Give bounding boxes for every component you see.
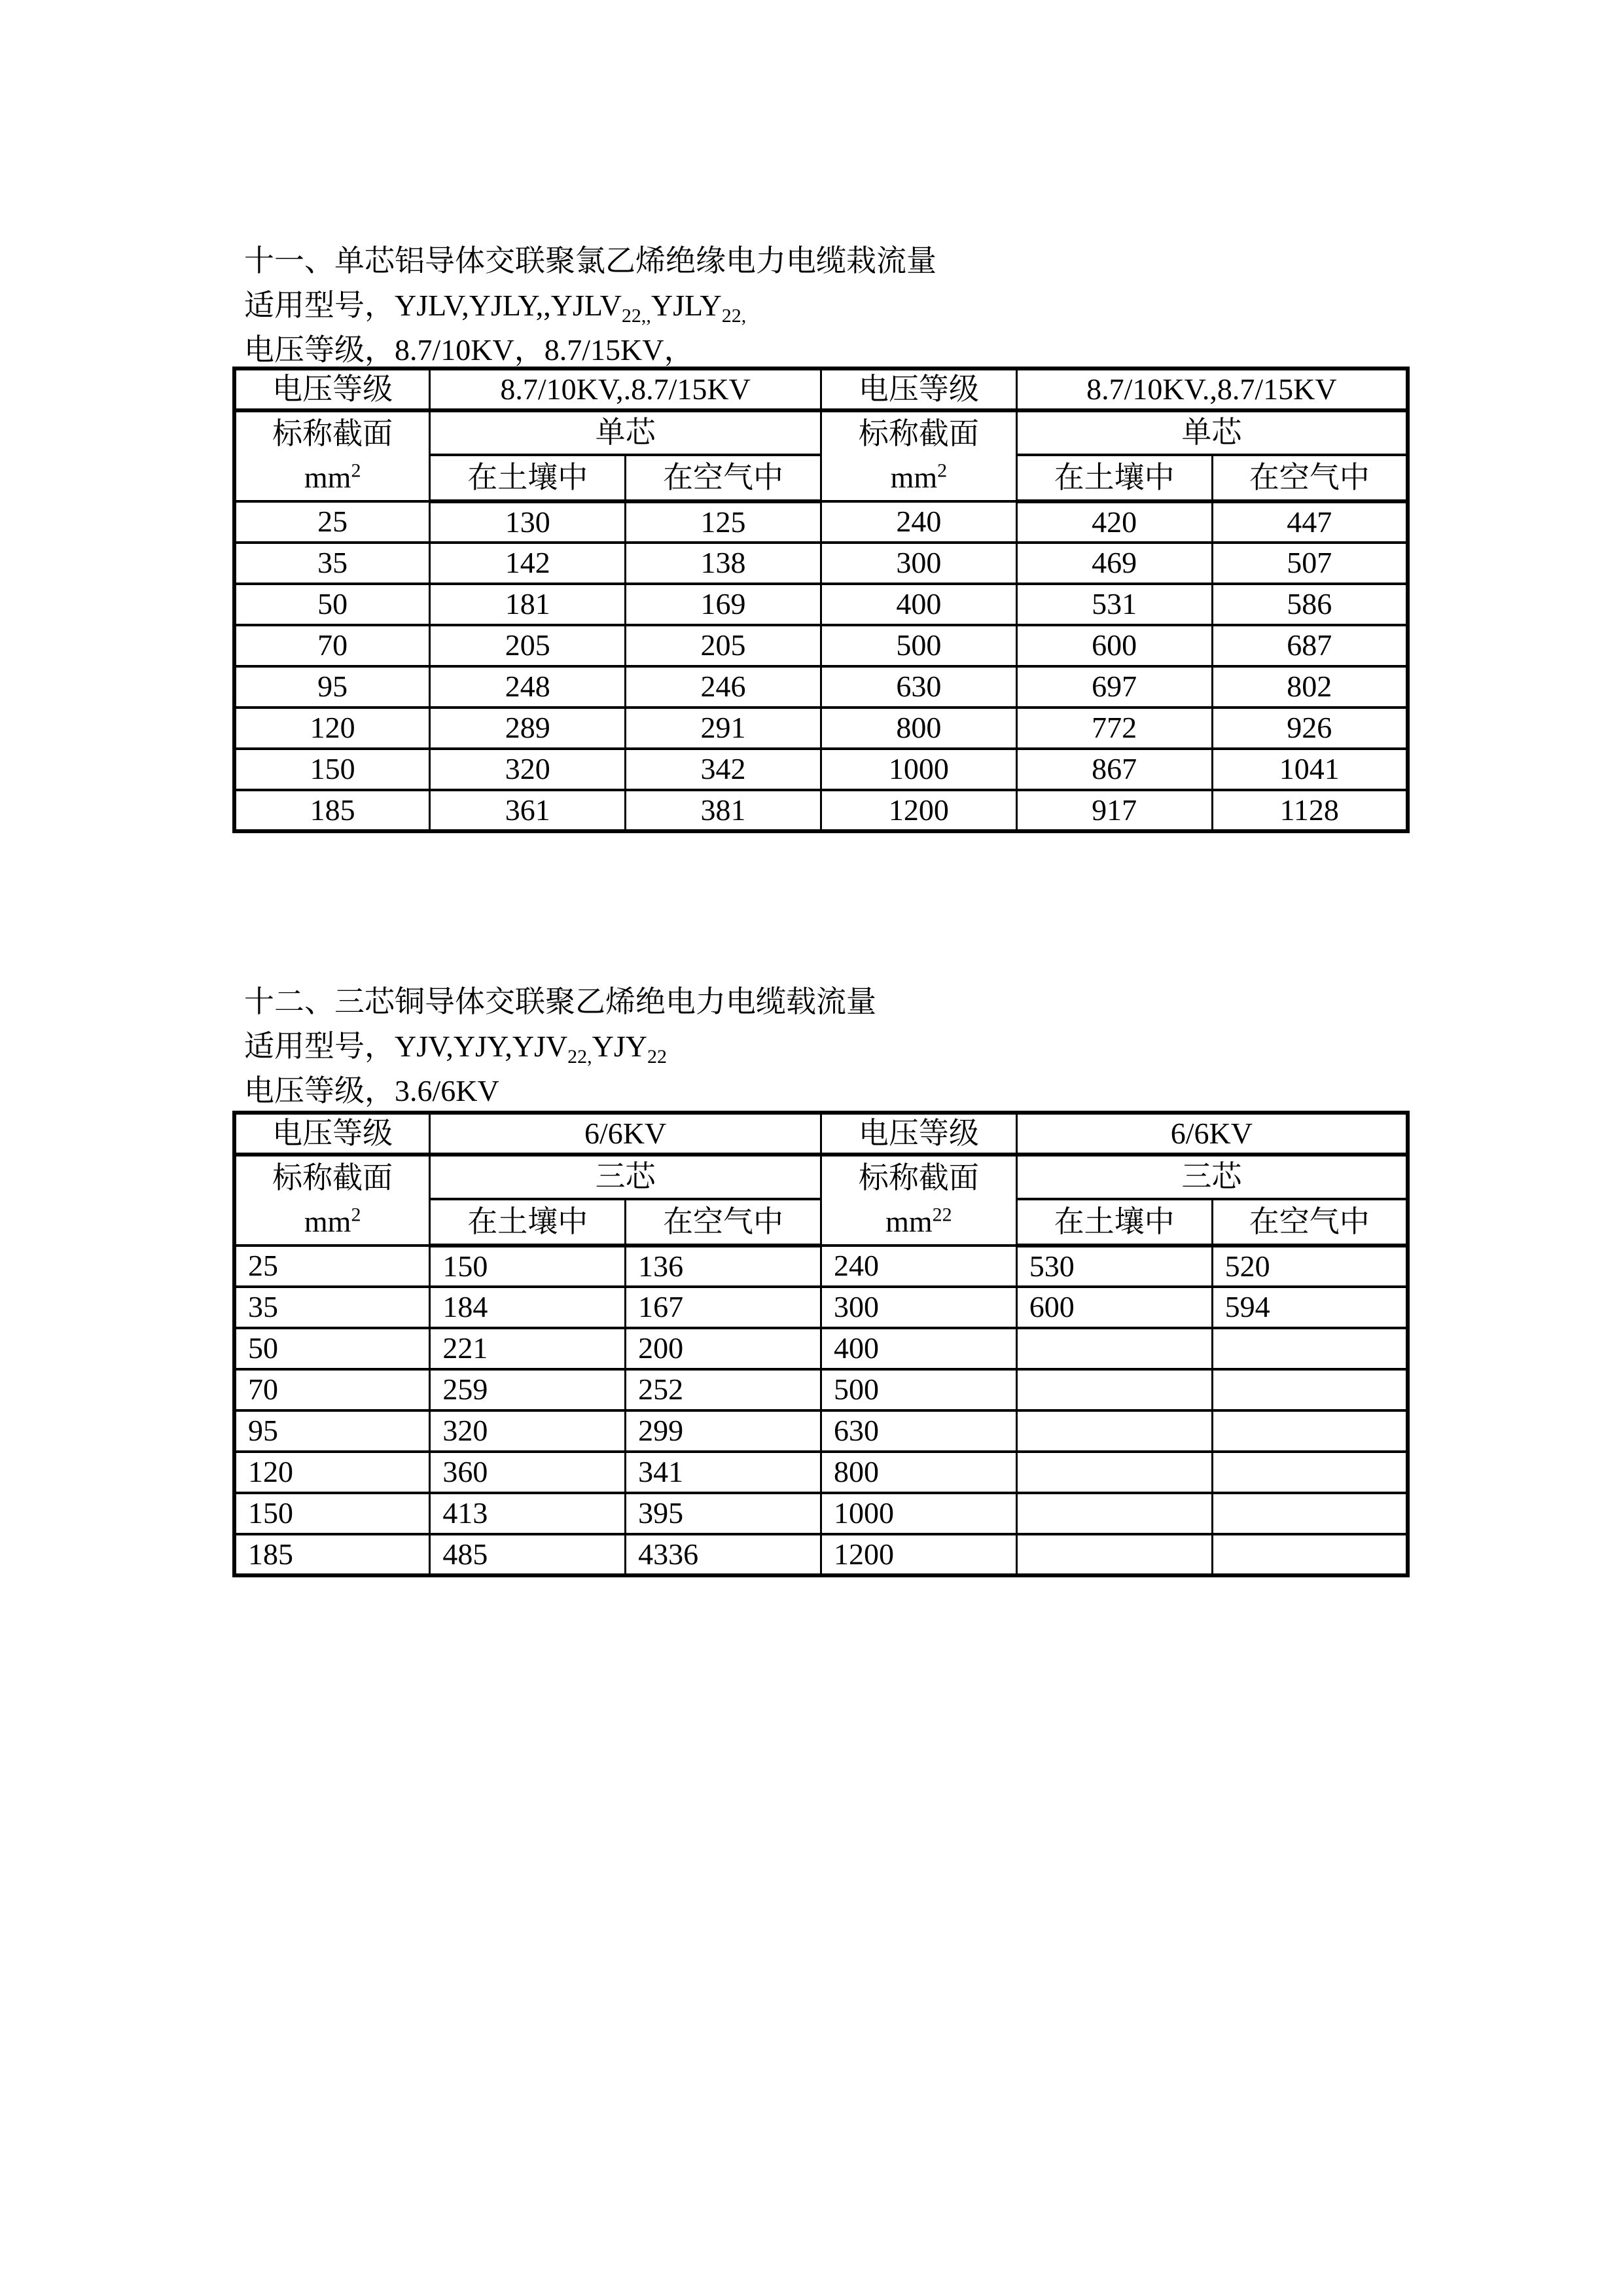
section-1-title: 十一、单芯铝导体交联聚氯乙烯绝缘电力电缆栽流量 <box>244 244 936 278</box>
table-cell: 485 <box>430 1534 626 1575</box>
table-cell <box>1016 1493 1212 1534</box>
table-cell: 1041 <box>1212 749 1408 790</box>
table-cell: 185 <box>234 790 430 831</box>
table-cell: 4336 <box>626 1534 821 1575</box>
table-cell: 381 <box>626 790 821 831</box>
table-row <box>234 584 1408 625</box>
table-row <box>234 625 1408 666</box>
table-cell: 500 <box>821 625 1016 666</box>
voltage-grade-value-left: 8.7/10KV,.8.7/15KV <box>430 368 821 410</box>
table-cell: 447 <box>1212 501 1408 543</box>
section-2-model-line <box>244 1024 876 1069</box>
table-cell: 600 <box>1016 625 1212 666</box>
in-soil-label-right: 在土壤中 <box>1016 1199 1212 1246</box>
table-cell: 142 <box>430 543 626 584</box>
table-cell: 413 <box>430 1493 626 1534</box>
table-1 <box>232 367 1410 833</box>
table-row <box>234 1493 1408 1534</box>
table-row <box>234 708 1408 749</box>
nominal-section-label-left: 标称截面 <box>272 1161 393 1195</box>
table-cell: 342 <box>626 749 821 790</box>
table-cell: 150 <box>234 749 430 790</box>
nominal-section-label-left: 标称截面 <box>272 417 393 451</box>
table-cell: 630 <box>821 1410 1016 1452</box>
table-cell: 95 <box>234 1410 430 1452</box>
table-cell: 400 <box>821 584 1016 625</box>
table-cell <box>1212 1493 1408 1534</box>
table-cell: 150 <box>430 1246 626 1287</box>
table-cell: 169 <box>626 584 821 625</box>
table-cell: 697 <box>1016 666 1212 708</box>
table-cell <box>1016 1452 1212 1493</box>
table-cell: 185 <box>234 1534 430 1575</box>
table-cell: 25 <box>234 501 430 543</box>
section-1-intro <box>244 239 936 372</box>
table-cell <box>1212 1534 1408 1575</box>
model-code-subscript: 22,, <box>621 305 651 327</box>
in-soil-label-right: 在土壤中 <box>1016 455 1212 501</box>
model-code-text: 适用型号，YJLV,YJLY,,YJLV <box>244 289 622 322</box>
table-cell: 252 <box>626 1369 821 1410</box>
table-cell: 772 <box>1016 708 1212 749</box>
table-cell <box>1212 1328 1408 1369</box>
table-cell <box>1212 1369 1408 1410</box>
table-cell: 240 <box>821 501 1016 543</box>
table-cell: 138 <box>626 543 821 584</box>
table-cell: 395 <box>626 1493 821 1534</box>
nominal-section-label-right: 标称截面 <box>858 1161 979 1195</box>
table-cell: 1200 <box>821 1534 1016 1575</box>
nominal-section-label-right: 标称截面 <box>858 417 979 451</box>
section-2-voltage-line: 电压等级，3.6/6KV <box>244 1074 499 1107</box>
table-row <box>234 1369 1408 1410</box>
table-cell: 1000 <box>821 749 1016 790</box>
table-cell: 125 <box>626 501 821 543</box>
table-cell: 300 <box>821 1287 1016 1328</box>
section-1-voltage-line: 电压等级，8.7/10KV，8.7/15KV， <box>244 333 694 367</box>
table-cell: 530 <box>1016 1246 1212 1287</box>
table-cell: 320 <box>430 1410 626 1452</box>
table-cell: 361 <box>430 790 626 831</box>
voltage-grade-label-right: 电压等级 <box>821 368 1016 410</box>
table-cell: 507 <box>1212 543 1408 584</box>
table-cell: 70 <box>234 625 430 666</box>
table-cell: 167 <box>626 1287 821 1328</box>
table-cell: 630 <box>821 666 1016 708</box>
model-code-subscript: 22, <box>567 1046 592 1068</box>
table-cell: 205 <box>430 625 626 666</box>
table-cell: 35 <box>234 1287 430 1328</box>
unit-mm2-left: $mm^2$ <box>304 1204 361 1239</box>
unit-mm2-right: $mm^2$ <box>890 459 948 495</box>
table-cell: 300 <box>821 543 1016 584</box>
table-cell: 594 <box>1212 1287 1408 1328</box>
table-cell: 420 <box>1016 501 1212 543</box>
model-code-text: YJLY <box>651 289 722 322</box>
in-soil-label-left: 在土壤中 <box>430 1199 626 1246</box>
nominal-section-cell-right <box>821 410 1016 501</box>
table-cell <box>1016 1534 1212 1575</box>
table-cell <box>1016 1369 1212 1410</box>
in-air-label-left: 在空气中 <box>626 1199 821 1246</box>
nominal-section-cell-right <box>821 1155 1016 1246</box>
voltage-grade-label-left: 电压等级 <box>234 368 430 410</box>
table-cell: 95 <box>234 666 430 708</box>
table-cell: 136 <box>626 1246 821 1287</box>
table-cell: 600 <box>1016 1287 1212 1328</box>
table-cell: 50 <box>234 1328 430 1369</box>
model-code-text: YJY <box>592 1030 648 1063</box>
table-cell: 360 <box>430 1452 626 1493</box>
table-row <box>234 501 1408 543</box>
table-cell: 531 <box>1016 584 1212 625</box>
nominal-section-cell-left <box>234 410 430 501</box>
table-cell: 50 <box>234 584 430 625</box>
table-cell: 181 <box>430 584 626 625</box>
table-row <box>234 1328 1408 1369</box>
table-cell: 500 <box>821 1369 1016 1410</box>
table-cell: 469 <box>1016 543 1212 584</box>
table-cell: 259 <box>430 1369 626 1410</box>
section-2-title: 十二、三芯铜导体交联聚乙烯绝电力电缆载流量 <box>244 985 876 1018</box>
table-cell: 400 <box>821 1328 1016 1369</box>
section-1-model-line <box>244 283 936 328</box>
table-cell: 802 <box>1212 666 1408 708</box>
in-air-label-right: 在空气中 <box>1212 455 1408 501</box>
table-cell: 184 <box>430 1287 626 1328</box>
voltage-grade-label-left: 电压等级 <box>234 1113 430 1155</box>
table-cell: 1200 <box>821 790 1016 831</box>
table-cell <box>1212 1452 1408 1493</box>
core-type-left: 单芯 <box>430 410 821 455</box>
table-cell: 289 <box>430 708 626 749</box>
table-cell: 25 <box>234 1246 430 1287</box>
table-cell: 120 <box>234 708 430 749</box>
table-cell: 130 <box>430 501 626 543</box>
in-soil-label-left: 在土壤中 <box>430 455 626 501</box>
table-cell <box>1016 1328 1212 1369</box>
table-cell: 291 <box>626 708 821 749</box>
table-cell: 867 <box>1016 749 1212 790</box>
table-cell: 586 <box>1212 584 1408 625</box>
nominal-section-cell-left <box>234 1155 430 1246</box>
table-cell: 120 <box>234 1452 430 1493</box>
table-row <box>234 1452 1408 1493</box>
table-cell: 200 <box>626 1328 821 1369</box>
table-cell: 248 <box>430 666 626 708</box>
table-row <box>234 790 1408 831</box>
table-cell: 299 <box>626 1410 821 1452</box>
core-type-left: 三芯 <box>430 1155 821 1199</box>
table-cell: 926 <box>1212 708 1408 749</box>
table-cell: 35 <box>234 543 430 584</box>
table-cell <box>1016 1410 1212 1452</box>
in-air-label-right: 在空气中 <box>1212 1199 1408 1246</box>
voltage-grade-value-right: 6/6KV <box>1016 1113 1408 1155</box>
table-cell: 800 <box>821 1452 1016 1493</box>
table-cell: 320 <box>430 749 626 790</box>
table-row <box>234 543 1408 584</box>
table-2 <box>232 1111 1410 1577</box>
model-code-subscript: 22, <box>721 305 747 327</box>
table-row <box>234 1410 1408 1452</box>
table-2-wrapper <box>232 1111 1410 1577</box>
table-cell: 246 <box>626 666 821 708</box>
table-cell: 70 <box>234 1369 430 1410</box>
model-code-text: 适用型号，YJV,YJY,YJV <box>244 1030 568 1063</box>
table-cell: 341 <box>626 1452 821 1493</box>
model-code-subscript: 22 <box>647 1046 668 1068</box>
core-type-right: 三芯 <box>1016 1155 1408 1199</box>
table-cell <box>1212 1410 1408 1452</box>
in-air-label-left: 在空气中 <box>626 455 821 501</box>
table-cell: 240 <box>821 1246 1016 1287</box>
voltage-grade-label-right: 电压等级 <box>821 1113 1016 1155</box>
table-cell: 520 <box>1212 1246 1408 1287</box>
table-row <box>234 666 1408 708</box>
table-cell: 687 <box>1212 625 1408 666</box>
unit-mm22-right: $mm^{22}$ <box>885 1204 952 1239</box>
table-cell: 1000 <box>821 1493 1016 1534</box>
voltage-grade-value-right: 8.7/10KV.,8.7/15KV <box>1016 368 1408 410</box>
table-row <box>234 1246 1408 1287</box>
table-row <box>234 749 1408 790</box>
table-1-wrapper <box>232 367 1410 833</box>
table-cell: 1128 <box>1212 790 1408 831</box>
table-cell: 800 <box>821 708 1016 749</box>
unit-mm2-left: $mm^2$ <box>304 459 361 495</box>
voltage-grade-value-left: 6/6KV <box>430 1113 821 1155</box>
core-type-right: 单芯 <box>1016 410 1408 455</box>
table-cell: 150 <box>234 1493 430 1534</box>
table-cell: 917 <box>1016 790 1212 831</box>
table-row <box>234 1534 1408 1575</box>
table-row <box>234 1287 1408 1328</box>
section-2-intro <box>244 980 876 1113</box>
table-cell: 205 <box>626 625 821 666</box>
table-cell: 221 <box>430 1328 626 1369</box>
